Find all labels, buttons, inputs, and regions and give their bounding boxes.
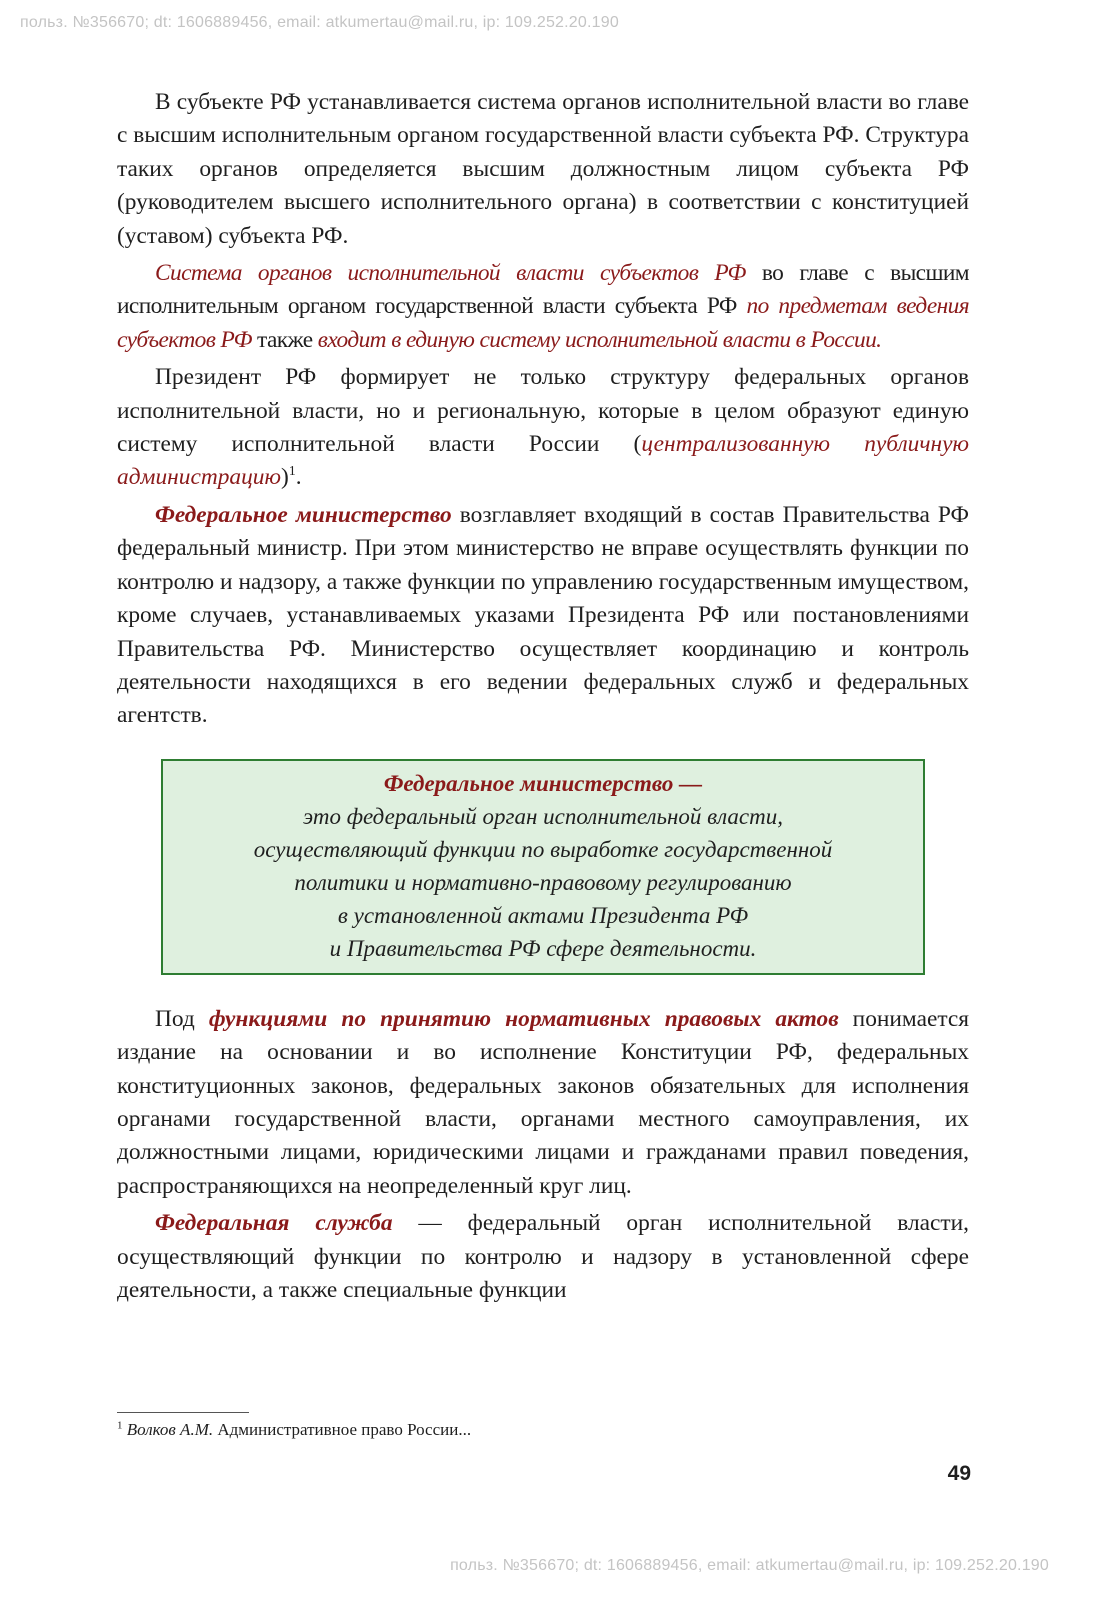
emphasis-unified-system: входит в единую систему исполнительной власти в России. xyxy=(317,326,882,353)
watermark-bottom: польз. №356670; dt: 1606889456, email: atkumertau@mail.ru, ip: 109.252.20.190 xyxy=(450,1557,1049,1574)
footnote-title: Административное право России... xyxy=(213,1420,472,1439)
paragraph-text: — федеральный орган исполнительной власти, осуществляющий функции по контролю и надзору в установленной сфере деятельности, а также специальные функции xyxy=(117,1210,969,1303)
paragraph-text: . xyxy=(295,464,302,491)
definition-line: это федеральный орган исполнительной власти, xyxy=(303,803,783,829)
definition-term: Федеральное министерство — xyxy=(383,770,703,796)
paragraph-president-forms-structure xyxy=(117,361,969,495)
definition-box xyxy=(161,759,925,975)
footnote-divider xyxy=(117,1412,249,1413)
definition-line: политики и нормативно-правовому регулированию xyxy=(294,869,792,895)
paragraph-federal-ministry xyxy=(117,499,969,733)
paragraph-text: Президент РФ формирует не только структуру федеральных органов исполнительной власти, но и региональную, которые в целом образуют единую систему исполнительной власти России ( xyxy=(117,364,969,458)
term-federal-service: Федеральная служба xyxy=(155,1210,393,1237)
term-federal-ministry: Федеральное министерство xyxy=(155,501,452,528)
paragraph-text: Под xyxy=(155,1005,209,1032)
emphasis-system-of-organs: Система органов исполнительной власти субъектов РФ xyxy=(155,260,746,287)
footnote-text xyxy=(117,1419,717,1441)
definition-line: в установленной актами Президента РФ xyxy=(337,902,749,928)
paragraph-federal-service xyxy=(117,1207,969,1307)
paragraph-text: В субъекте РФ устанавливается система органов исполнительной власти во главе с высшим исполнительным органом государственной власти субъекта РФ. Структура таких органов определяется высшим должностным лицом субъекта РФ (руководителем высшего исполнительного органа) в соответствии с конституцией (уставом) субъекта РФ. xyxy=(117,89,969,249)
footnote-mark: 1 xyxy=(117,1419,123,1432)
paragraph-text: ) xyxy=(281,464,289,491)
paragraph-text: понимается издание на основании и во исполнение Конституции РФ, федеральных конституционных законов, федеральных законов обязательных для исполнения органами государственной власти, органами местного самоуправления, их должностными лицами, юридическими лицами и гражданами правил поведения, распространяющихся на неопределенный круг лиц. xyxy=(117,1005,969,1199)
page-body xyxy=(117,86,969,1311)
paragraph-normative-acts xyxy=(117,1003,969,1203)
emphasis-centralized-administration: централизованную публичную администрацию xyxy=(117,431,969,491)
definition-line: осуществляющий функции по выработке государственной xyxy=(253,836,833,862)
definition-line: и Правительства РФ сфере деятельности. xyxy=(329,935,757,961)
watermark-top: польз. №356670; dt: 1606889456, email: atkumertau@mail.ru, ip: 109.252.20.190 xyxy=(20,14,619,31)
footnote-reference: 1 xyxy=(288,464,296,480)
page-number: 49 xyxy=(947,1462,971,1485)
emphasis-subjects-of-jurisdiction: по предметам ведения субъектов РФ xyxy=(117,293,969,353)
paragraph-subject-executive-system xyxy=(117,86,969,253)
paragraph-text: во главе с высшим исполнительным органом государственной власти субъекта РФ xyxy=(117,260,969,320)
footnote xyxy=(117,1412,717,1441)
paragraph-regional-system xyxy=(117,257,969,357)
term-normative-functions: функциями по принятию нормативных правовых актов xyxy=(208,1005,839,1032)
paragraph-text: также xyxy=(251,326,318,353)
paragraph-text: возглавляет входящий в состав Правительства РФ федеральный министр. При этом министерство не вправе осуществлять функции по контролю и надзору, а также функции по управлению государственным имуществом, кроме случаев, устанавливаемых указами Президента РФ или постановлениями Правительства РФ. Министерство осуществляет координацию и контроль деятельности находящихся в его ведении федеральных служб и федеральных агентств. xyxy=(117,501,969,729)
footnote-author: Волков А.М. xyxy=(126,1420,214,1439)
